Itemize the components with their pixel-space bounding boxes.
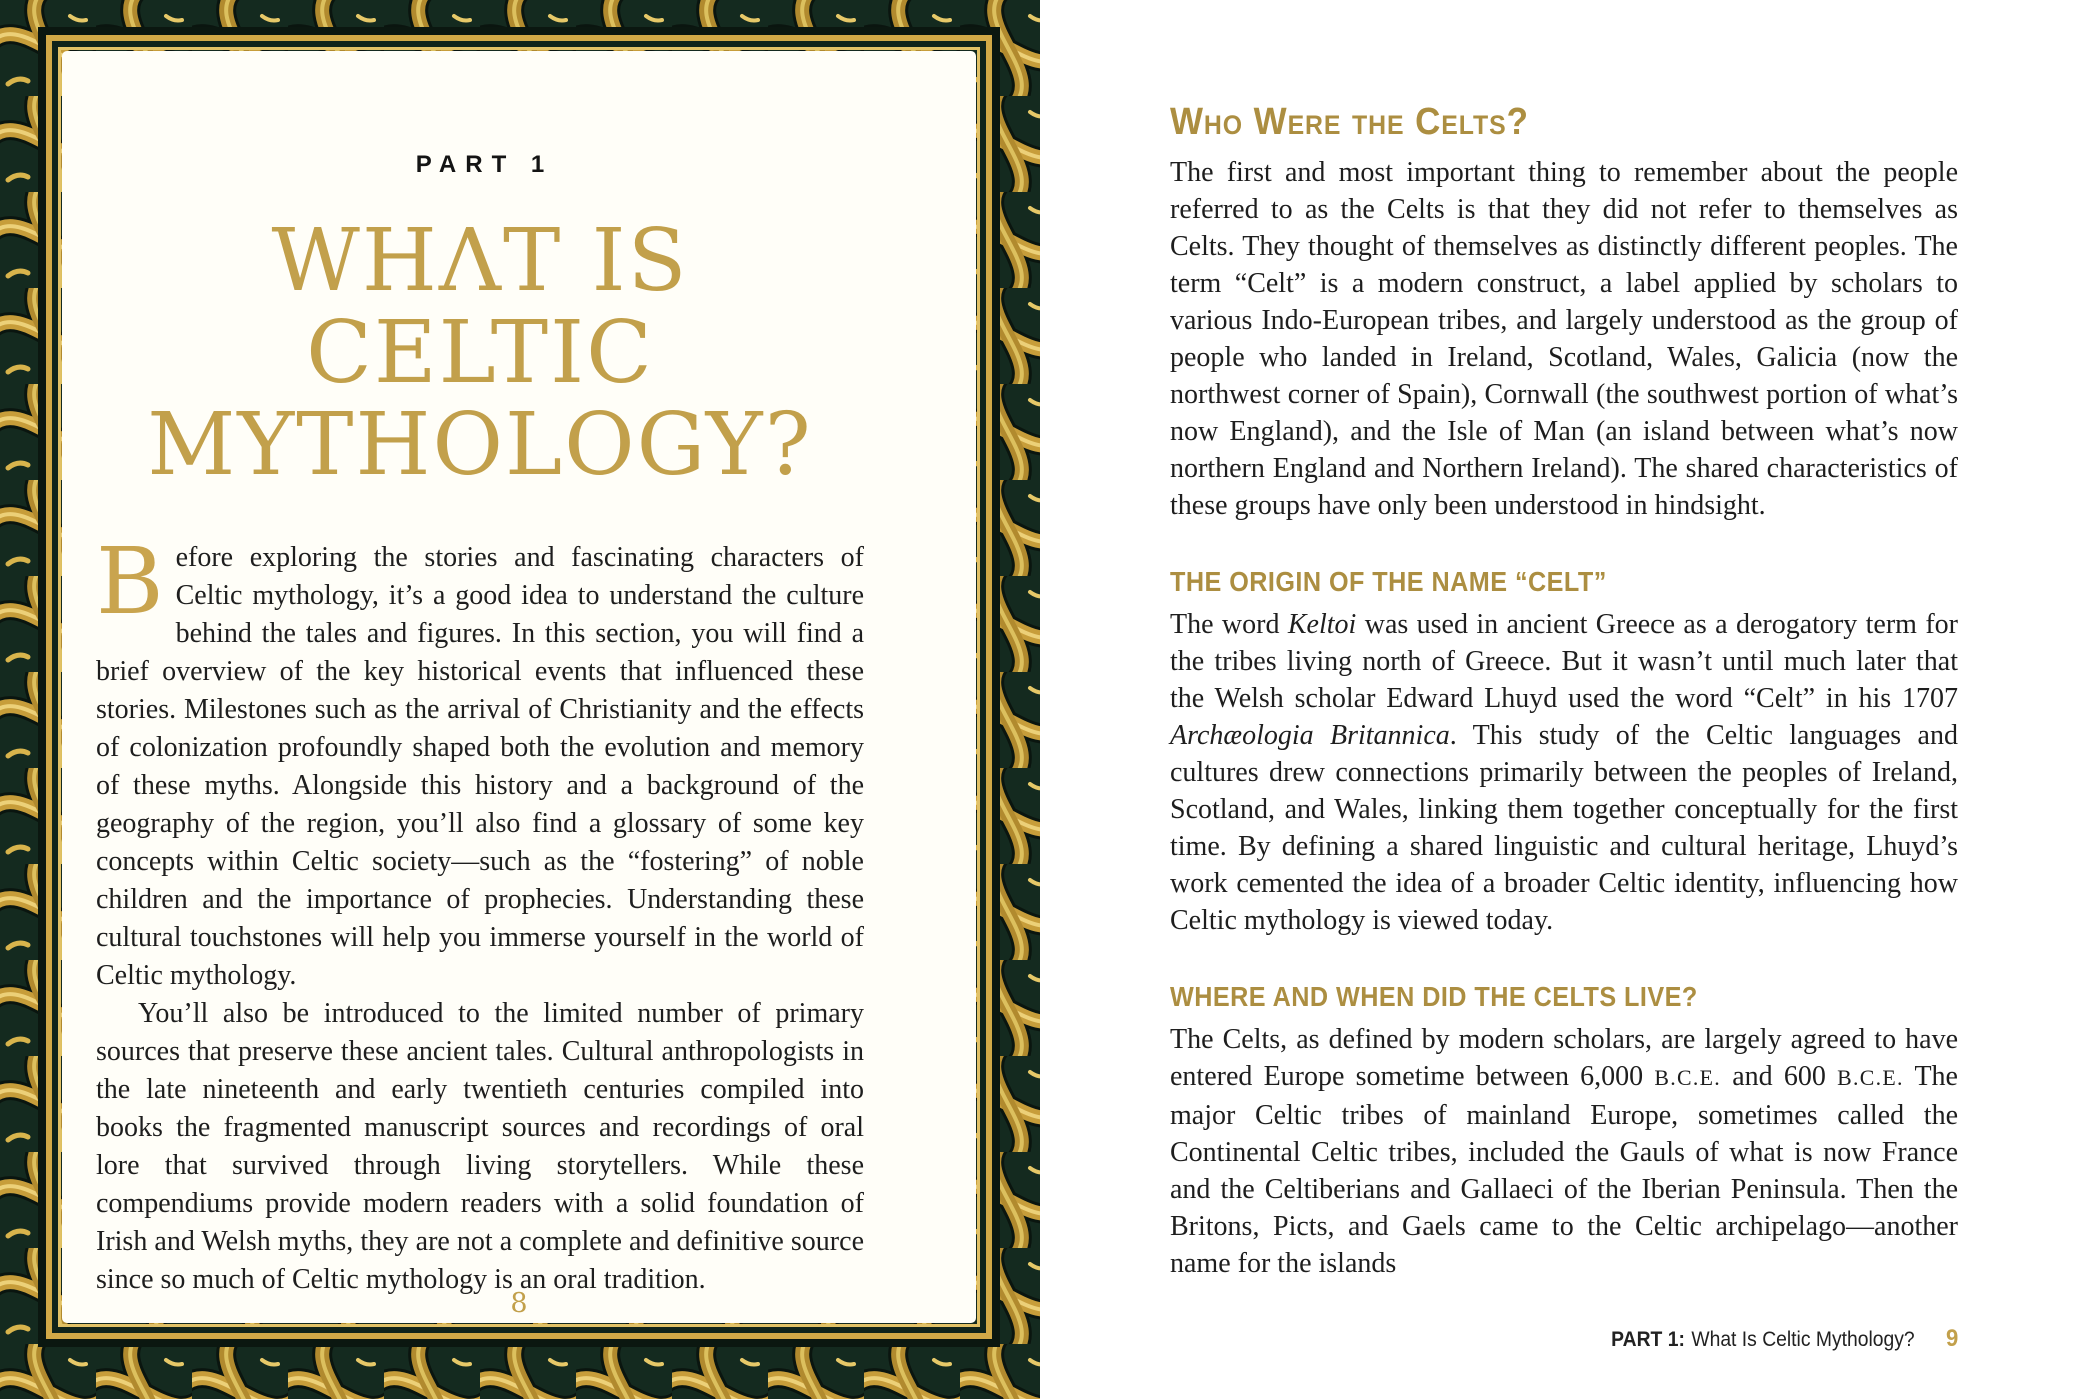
subsection-heading-where-and-when: WHERE AND WHEN DID THE CELTS LIVE? (1170, 981, 1698, 1012)
footer-chapter-title: What Is Celtic Mythology? (1691, 1328, 1915, 1351)
footer-part-label: PART 1: (1610, 1328, 1685, 1351)
paragraph-1 (96, 528, 864, 995)
part-label: PART 1 (415, 151, 554, 178)
chapter-title (96, 211, 864, 495)
subsection-heading-origin-of-name: THE ORIGIN OF THE NAME “CELT” (1170, 566, 1607, 597)
section-paragraph-3: The Celts, as defined by modern scholars, are largely agreed to have entered Europe sometime between 6,000 B.C.E. and 600 B.C.E. The major Celtic tribes of mainland Europe, sometimes called the Continental Celtic tribes, included the Gauls of what is now France and the Celtiberians and Gallaeci of the Iberian Peninsula. Then the Britons, Picts, and Gaels came to the Celtic archipelago—another name for the islands (1170, 1024, 1958, 1279)
chapter-title-line-2: CELTIC (306, 303, 654, 403)
section-paragraph-2: The word Keltoi was used in ancient Greece as a derogatory term for the tribes living north of Greece. But it wasn’t until much later that the Welsh scholar Edward Lhuyd used the word “Celt” in his 1707 Archæologia Britannica. This study of the Celtic languages and cultures drew connections primarily between the peoples of Ireland, Scotland, and Wales, linking them together conceptually for the first time. By defining a shared linguistic and cultural heritage, Lhuyd’s work cemented the idea of a broader Celtic identity, influencing how Celtic mythology is viewed today. (1170, 609, 1959, 936)
right-page (1040, 0, 2078, 1399)
chapter-title-line-1: WHΛT IS (271, 211, 689, 311)
left-page-content (62, 51, 976, 1323)
paragraph-1-text: efore exploring the stories and fascinating characters of Celtic mythology, it’s a good idea to understand the culture behind the tales and figures. In this section, you will find a brief overview of the key historical events that influenced these stories. Milestones such as the arrival of Christianity and the effects of colonization profoundly shaped both the evolution and memory of these myths. Alongside this history and a background of the geography of the region, you’ll also find a glossary of some key concepts within Celtic society—such as the “fostering” of noble children and the importance of prophecies. Understanding these cultural touchstones will help you immerse yourself in the world of Celtic mythology. (96, 542, 864, 991)
section-paragraph-1: The first and most important thing to remember about the people referred to as the Celts is that they did not refer to themselves as Celts. They thought of themselves as distinctly different peoples. The term “Celt” is a modern construct, a label applied by scholars to various Indo-European tribes, and largely understood as the group of people who landed in Ireland, Scotland, Wales, Galicia (now the northwest corner of Spain), Cornwall (the southwest portion of what’s now England), and the Isle of Man (an island between what’s now northern England and Northern Ireland). The shared characteristics of these groups have only been understood in hindsight. (1170, 157, 1958, 521)
right-page-number: 9 (1945, 1325, 1958, 1352)
left-page-number: 8 (510, 1288, 528, 1319)
running-footer (1611, 1325, 1958, 1353)
section-heading-who-were-the-celts: Who Were the Celts? (1170, 101, 1529, 143)
chapter-title-line-3: MYTHOLOGY? (147, 395, 813, 495)
paragraph-2: You’ll also be introduced to the limited number of primary sources that preserve these ancient tales. Cultural anthropologists in the late nineteenth and early twentieth centuries compiled into books the fragmented manuscript sources and recordings of oral lore that survived through living storytellers. While these compendiums provide modern readers with a solid foundation of Irish and Welsh myths, they are not a complete and definitive source since so much of Celtic mythology is an oral tradition. (96, 998, 864, 1295)
left-body-text (96, 528, 864, 1299)
drop-cap: B (96, 528, 164, 635)
